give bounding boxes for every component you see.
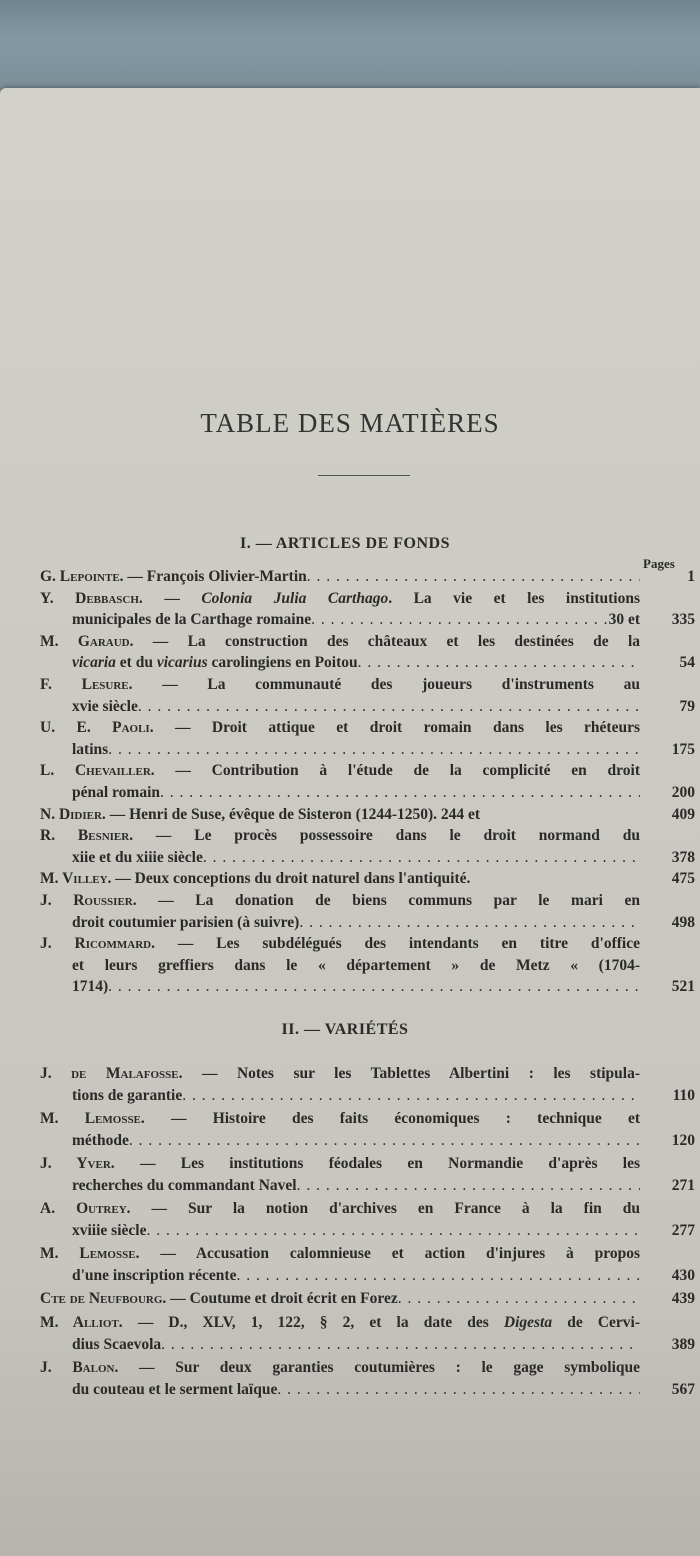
entry-title: . La vie et les institutions xyxy=(388,589,640,607)
entry-line xyxy=(40,1287,640,1311)
entry-title: de Cervi- xyxy=(552,1313,640,1331)
dot-leader xyxy=(203,847,640,869)
entry-title-italic: vicaria xyxy=(72,654,116,672)
toc-entry xyxy=(40,566,695,588)
entry-line xyxy=(40,739,640,761)
entry-text xyxy=(72,696,138,718)
toc-entry xyxy=(40,674,695,717)
entry-line xyxy=(40,566,640,588)
entry-page-number: 521 xyxy=(671,978,695,996)
dot-leader xyxy=(160,782,640,804)
entry-author: M. Lemosse. xyxy=(40,1110,171,1128)
toc-entry xyxy=(40,1197,695,1242)
entry-title: méthode xyxy=(72,1131,129,1149)
dot-leader xyxy=(138,696,640,718)
entry-line xyxy=(40,912,640,934)
entry-line xyxy=(40,609,640,631)
entry-title: pénal romain xyxy=(72,783,160,801)
toc-entry xyxy=(40,804,695,826)
entry-title: tions de garantie xyxy=(72,1086,183,1104)
entry-text xyxy=(72,739,108,761)
toc-entry xyxy=(40,588,695,631)
entry-line xyxy=(40,1311,640,1333)
entry-title: dius Scaevola xyxy=(72,1335,162,1353)
entry-line xyxy=(40,588,640,610)
entry-title-italic: Digesta xyxy=(503,1313,553,1331)
toc-entry xyxy=(40,1356,695,1401)
entry-title: du couteau et le serment laïque xyxy=(72,1380,278,1398)
entry-author: M. Lemosse. xyxy=(40,1245,161,1263)
entry-title: et leurs greffiers dans le « département » de Metz « (1704- xyxy=(72,956,640,974)
entry-text xyxy=(72,1219,146,1243)
entry-title-italic: vicarius xyxy=(156,654,208,672)
entry-page-number: 389 xyxy=(671,1335,695,1353)
entry-page-prefix: 30 et xyxy=(608,611,640,629)
entry-title: — D., XLV, 1, 122, § 2, et la date des xyxy=(137,1313,504,1331)
entry-author: G. Lepointe. xyxy=(40,568,128,585)
entry-line xyxy=(40,631,640,653)
entry-line xyxy=(40,1152,640,1174)
entry-line xyxy=(40,1197,640,1219)
toc-entry xyxy=(40,760,695,803)
title-divider xyxy=(318,475,410,476)
entry-title: — Droit attique et droit romain dans les rhéteurs xyxy=(175,719,640,737)
articles-list xyxy=(40,566,695,998)
entry-title: d'une inscription récente xyxy=(72,1266,237,1284)
entry-author: J. de Malafosse. xyxy=(40,1065,202,1082)
dot-leader xyxy=(311,609,608,631)
entry-title: carolingiens en Poitou xyxy=(207,654,358,672)
toc-entry xyxy=(40,1107,695,1152)
varietes-list xyxy=(40,1062,695,1401)
entry-title-italic: Colonia Julia Carthago xyxy=(201,589,389,607)
dot-leader xyxy=(358,652,640,674)
dot-leader xyxy=(108,739,640,761)
dot-leader xyxy=(182,1084,640,1108)
entry-title: — Les institutions féodales en Normandie d'après les xyxy=(139,1155,640,1173)
entry-page-number: 79 xyxy=(679,697,695,715)
dot-leader xyxy=(297,1174,640,1198)
entry-page-number: 378 xyxy=(671,848,695,866)
entry-line xyxy=(40,652,640,674)
entry-line xyxy=(40,1107,640,1129)
entry-author: A. Outrey. xyxy=(40,1200,152,1218)
entry-line xyxy=(40,825,640,847)
entry-line xyxy=(40,868,640,890)
entry-line xyxy=(40,955,640,977)
toc-entry xyxy=(40,1152,695,1197)
entry-title: — Henri de Suse, évêque de Sisteron (1244-1250). 244 et xyxy=(109,805,481,823)
entry-title: — La construction des châteaux et les destinées de la xyxy=(152,632,640,650)
entry-text xyxy=(72,652,358,674)
entry-author: L. Chevailler. xyxy=(40,762,176,780)
entry-title: — Histoire des faits économiques : technique et xyxy=(170,1110,640,1128)
entry-line xyxy=(40,1129,640,1153)
entry-line xyxy=(40,760,640,782)
entry-author: F. Lesure. xyxy=(40,675,163,693)
entry-title: 1714) xyxy=(72,978,109,996)
entry-author: J. Ricommard. xyxy=(40,935,178,953)
entry-line xyxy=(40,1242,640,1264)
entry-title: — Notes sur les Tablettes Albertini : les stipula- xyxy=(201,1065,640,1082)
section-heading: II. — VARIÉTÉS xyxy=(281,1021,409,1038)
dot-leader xyxy=(307,566,640,588)
entry-line xyxy=(40,804,640,826)
entry-title: — Deux conceptions du droit naturel dans l'antiquité. xyxy=(115,870,471,888)
entry-author: U. E. Paoli. xyxy=(40,719,176,737)
entry-line xyxy=(40,782,640,804)
entry-page-number: 1 xyxy=(687,568,695,585)
entry-title: xviiie siècle xyxy=(72,1221,147,1239)
entry-page-number: 175 xyxy=(671,740,695,758)
table-surface xyxy=(0,0,700,98)
entry-title: xiie et du xiiie siècle xyxy=(72,848,203,866)
entry-text xyxy=(72,976,108,998)
entry-title: droit coutumier parisien (à suivre) xyxy=(72,913,300,931)
page-title: TABLE DES MATIÈRES xyxy=(200,408,500,438)
entry-page-number: 498 xyxy=(671,913,695,931)
entry-author: M. Villey. xyxy=(40,870,116,888)
section-heading: I. — ARTICLES DE FONDS xyxy=(239,535,451,552)
entry-title: latins xyxy=(72,740,109,758)
entry-text xyxy=(72,912,299,934)
toc-entry xyxy=(40,1287,695,1311)
entry-page-number: 567 xyxy=(671,1380,695,1398)
entry-line xyxy=(40,1356,640,1378)
entry-line xyxy=(40,933,640,955)
toc-entry xyxy=(40,1242,695,1287)
entry-text xyxy=(40,1287,398,1311)
dot-leader xyxy=(146,1219,640,1243)
entry-line xyxy=(40,1333,640,1357)
entry-title: — Sur la notion d'archives en France à la fin du xyxy=(151,1200,640,1218)
toc-entry xyxy=(40,1062,695,1107)
entry-text xyxy=(72,1084,182,1108)
entry-title: — La communauté des joueurs d'instruments au xyxy=(162,675,640,693)
entry-title: — François Olivier-Martin xyxy=(127,568,307,585)
entry-page-number: 120 xyxy=(671,1131,695,1149)
entry-author: M. Garaud. xyxy=(40,632,153,650)
entry-title: recherches du commandant Navel xyxy=(72,1176,297,1194)
entry-title: et du xyxy=(115,654,157,672)
entry-line xyxy=(40,1062,640,1084)
toc-entry xyxy=(40,868,695,890)
entry-line xyxy=(40,674,640,696)
dot-leader xyxy=(299,912,640,934)
entry-text xyxy=(72,847,203,869)
entry-text xyxy=(40,868,470,890)
entry-author: N. Didier. xyxy=(40,805,110,823)
entry-line xyxy=(40,1174,640,1198)
entry-text xyxy=(72,1174,297,1198)
entry-page-number: 430 xyxy=(671,1266,695,1284)
entry-line xyxy=(40,1084,640,1108)
dot-leader xyxy=(398,1287,640,1311)
entry-line xyxy=(40,717,640,739)
entry-text xyxy=(72,1378,277,1402)
entry-text xyxy=(72,1333,161,1357)
entry-page-number: 277 xyxy=(671,1221,695,1239)
entry-title: municipales de la Carthage romaine xyxy=(72,611,312,629)
entry-title: — Les subdélégués des intendants en titre d'office xyxy=(177,935,640,953)
toc-entry xyxy=(40,933,695,998)
entry-page-number: 439 xyxy=(671,1290,695,1308)
dot-leader xyxy=(236,1264,640,1288)
toc-entry xyxy=(40,717,695,760)
toc-entry xyxy=(40,890,695,933)
entry-line xyxy=(40,890,640,912)
entry-text xyxy=(72,609,311,631)
entry-page-number: 409 xyxy=(671,805,695,823)
entry-text xyxy=(40,804,480,826)
dot-leader xyxy=(129,1129,640,1153)
entry-title: — Contribution à l'étude de la complicité en droit xyxy=(175,762,640,780)
toc-entry xyxy=(40,631,695,674)
entry-title: — xyxy=(164,589,202,607)
entry-title: — La donation de biens communs par le mari en xyxy=(158,891,640,909)
entry-page-number: 54 xyxy=(679,654,695,672)
pages-column-label: Pages xyxy=(643,556,675,571)
dot-leader xyxy=(161,1333,640,1357)
entry-title: — Coutume et droit écrit en Forez xyxy=(170,1290,398,1308)
entry-text xyxy=(72,1129,129,1153)
entry-text xyxy=(72,782,160,804)
entry-author: J. Balon. xyxy=(40,1359,140,1377)
entry-text xyxy=(72,1264,236,1288)
entry-author: J. Yver. xyxy=(40,1155,140,1173)
entry-line xyxy=(40,1264,640,1288)
entry-line xyxy=(40,847,640,869)
entry-line xyxy=(40,976,640,998)
toc-entry xyxy=(40,1311,695,1356)
entry-page-number: 271 xyxy=(671,1176,695,1194)
dot-leader xyxy=(277,1378,640,1402)
entry-page-number: 200 xyxy=(671,783,695,801)
entry-page-number: 110 xyxy=(672,1086,695,1104)
entry-title: — Sur deux garanties coutumières : le gage symbolique xyxy=(139,1359,640,1377)
entry-text xyxy=(40,566,307,588)
entry-line xyxy=(40,696,640,718)
entry-title: xvie siècle xyxy=(72,697,138,715)
entry-author: J. Roussier. xyxy=(40,891,159,909)
entry-page-number: 335 xyxy=(671,611,695,629)
entry-title: — Accusation calomnieuse et action d'injures à propos xyxy=(160,1245,640,1263)
entry-line xyxy=(40,1378,640,1402)
dot-leader xyxy=(108,976,640,998)
entry-page-number: 475 xyxy=(671,870,695,888)
entry-author: Y. Debbasch. xyxy=(40,589,165,607)
entry-author: M. Alliot. xyxy=(40,1313,138,1331)
toc-entry xyxy=(40,825,695,868)
entry-author: Cte de Neufbourg. xyxy=(40,1290,171,1308)
entry-author: R. Besnier. xyxy=(40,827,156,845)
entry-title: — Le procès possessoire dans le droit normand du xyxy=(155,827,640,845)
entry-line xyxy=(40,1219,640,1243)
